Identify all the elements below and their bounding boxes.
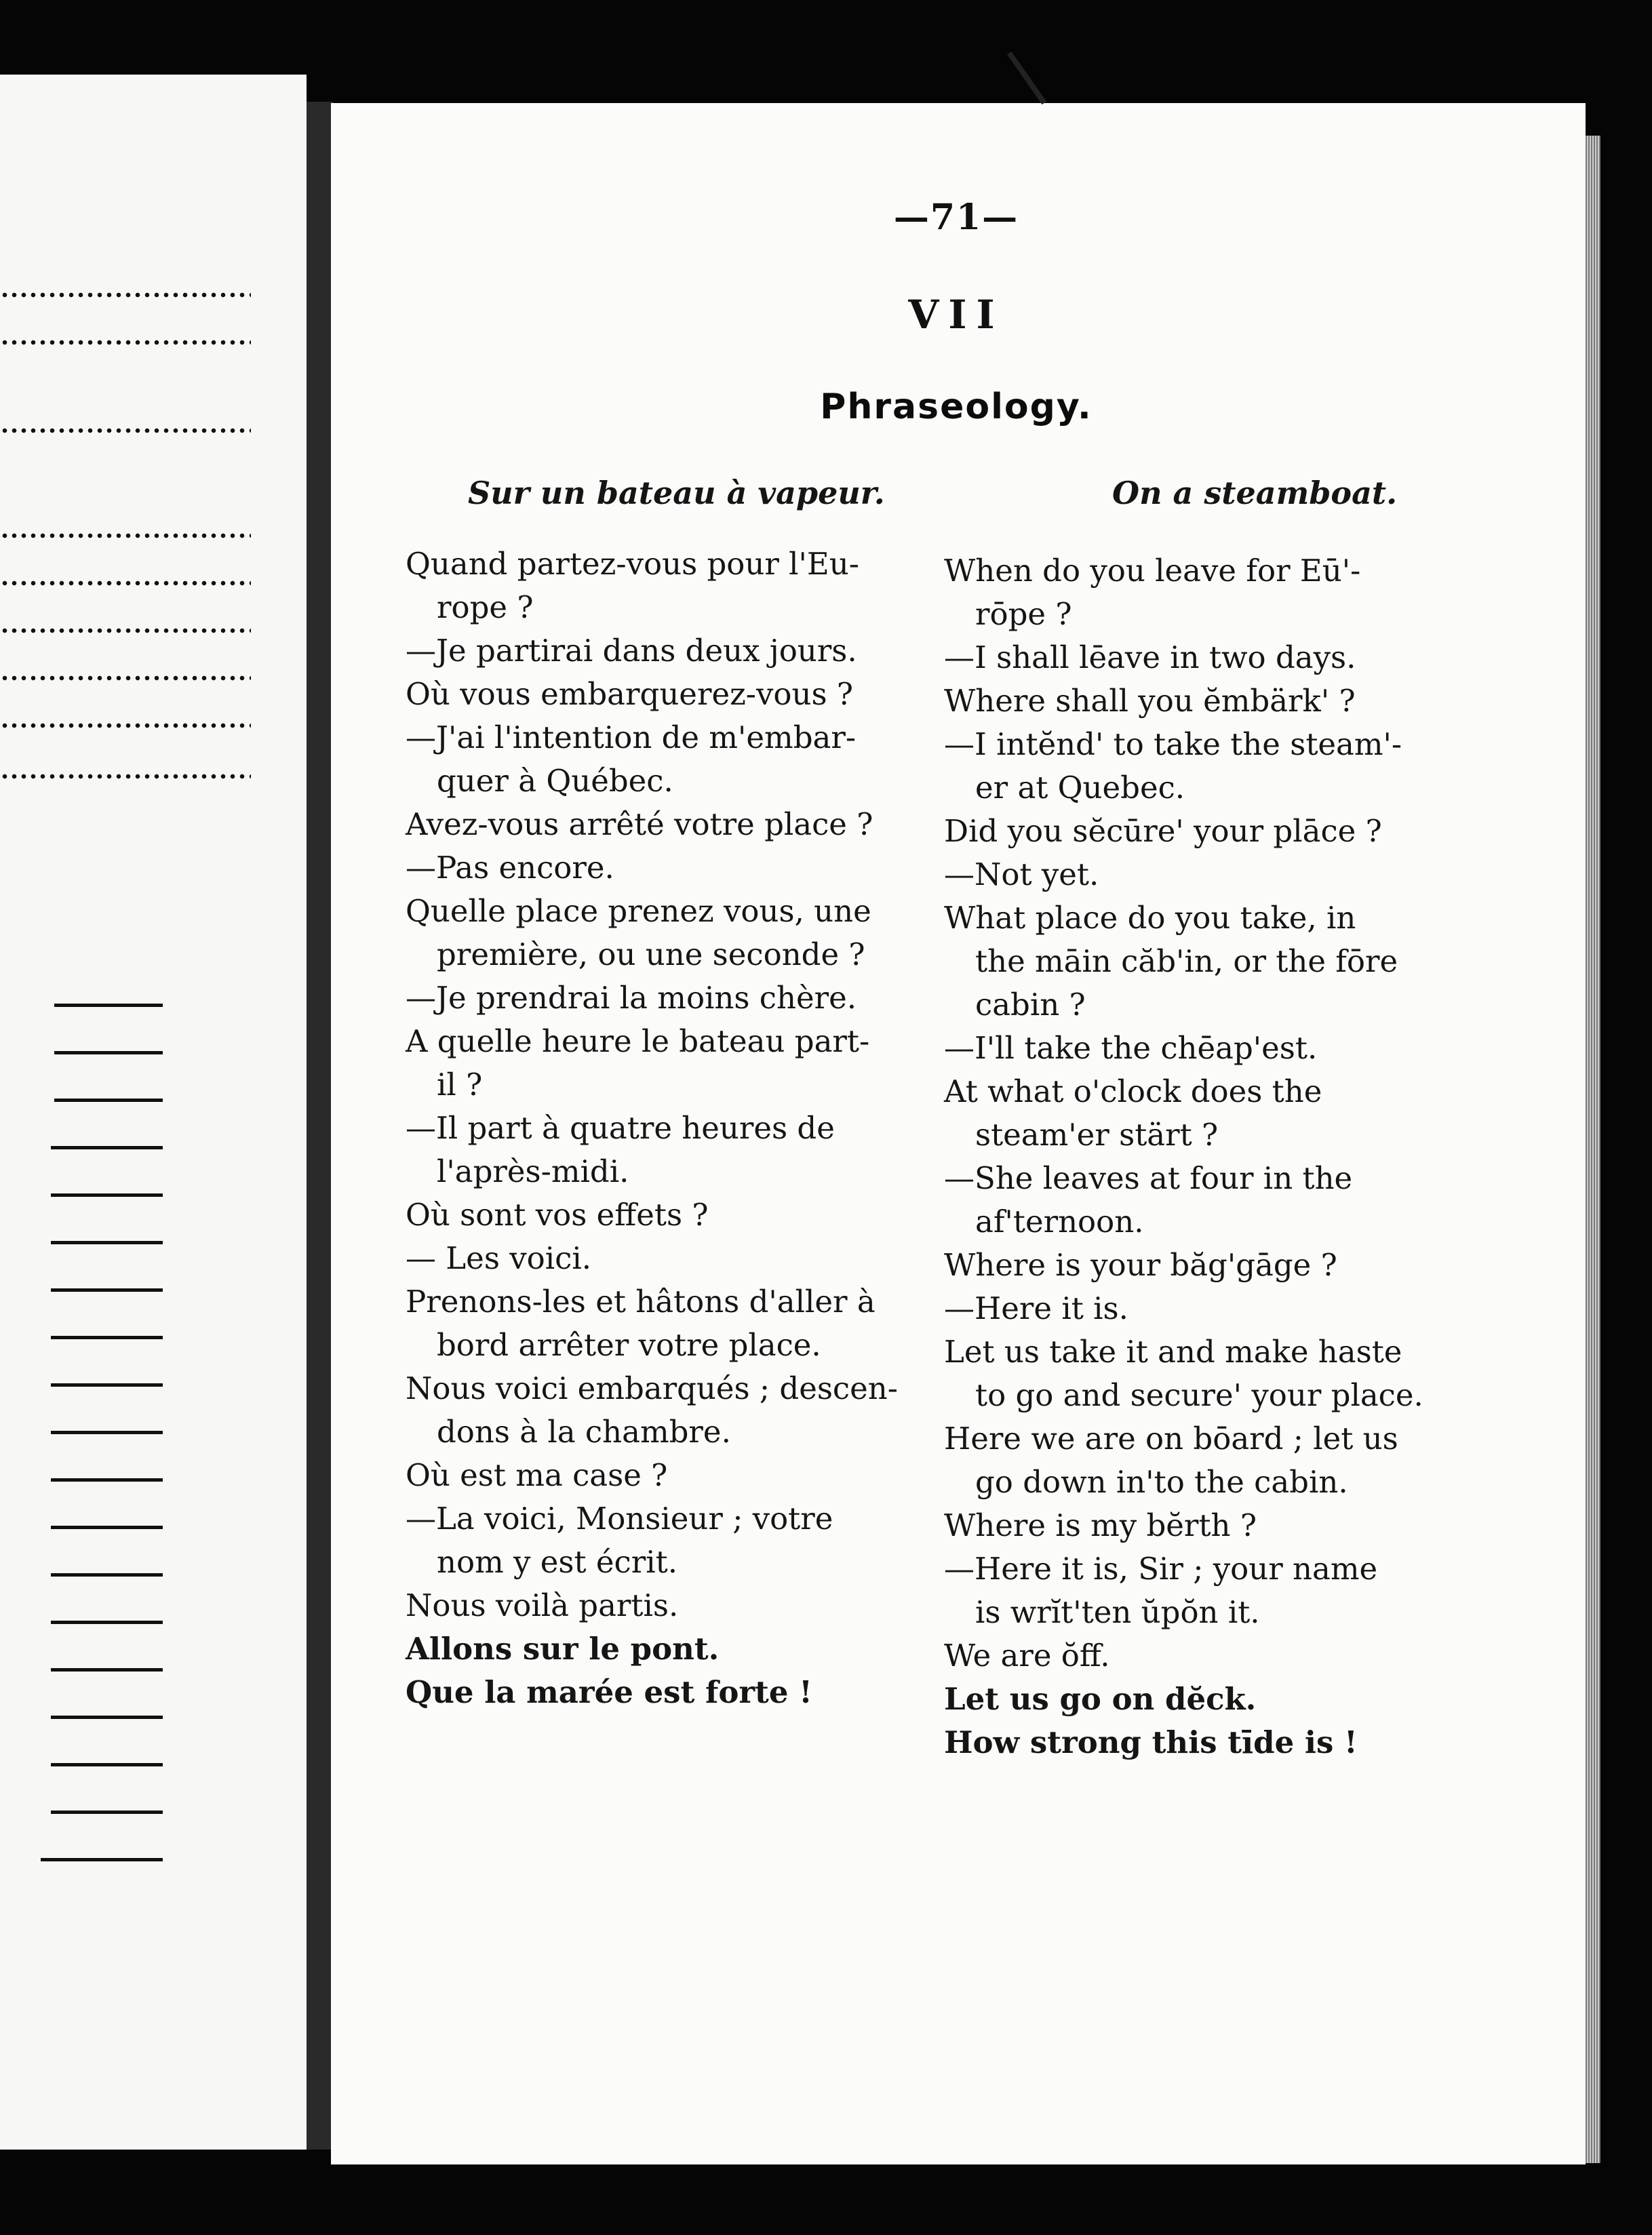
answer-line xyxy=(54,1099,163,1102)
english-phrase: At what o'clock does the steam'er stärt ? xyxy=(944,1073,1322,1153)
english-phrase: What place do you take, in the māin căb'in, or the fōre cabin ? xyxy=(944,900,1398,1023)
dotted-leader xyxy=(0,532,251,539)
french-phrase: Avez-vous arrêté votre place ? xyxy=(406,806,873,842)
answer-line xyxy=(51,1526,163,1529)
answer-line xyxy=(51,1383,163,1387)
answer-line xyxy=(54,1051,163,1054)
english-phrase: When do you leave for Eū'- rōpe ? xyxy=(944,553,1361,632)
dotted-leader xyxy=(0,722,251,729)
french-phrase: Nous voilà partis. xyxy=(406,1587,679,1623)
french-phrase: Que la marée est forte ! xyxy=(406,1674,812,1710)
french-phrase: —Pas encore. xyxy=(406,850,614,886)
french-phrase: Prenons-les et hâtons d'aller à bord arrêter votre place. xyxy=(406,1284,876,1363)
french-phrase: —J'ai l'intention de m'embar- quer à Québec. xyxy=(406,719,857,799)
answer-line xyxy=(51,1621,163,1624)
answer-line xyxy=(51,1241,163,1244)
french-phrase: Quelle place prenez vous, une première, ou une seconde ? xyxy=(406,893,871,972)
english-phrase: Did you sĕcūre' your plāce ? xyxy=(944,813,1382,849)
dotted-leader xyxy=(0,773,251,780)
french-phrase: Nous voici embarqués ; descen- dons à la chambre. xyxy=(406,1370,898,1450)
section-title: Phraseology. xyxy=(820,387,1093,427)
english-phrase: How strong this tīde is ! xyxy=(944,1724,1358,1760)
page-edge xyxy=(1586,136,1600,2163)
french-phrase: —La voici, Monsieur ; votre nom y est écrit. xyxy=(406,1501,833,1580)
french-phrase: —Il part à quatre heures de l'après-midi. xyxy=(406,1110,835,1189)
dotted-leader xyxy=(0,627,251,634)
chapter-number: VII xyxy=(908,292,1004,338)
facing-page xyxy=(0,75,307,2150)
dotted-leader xyxy=(0,292,251,298)
english-phrase: Where is your băg'gāge ? xyxy=(944,1247,1337,1283)
book-gutter xyxy=(307,102,334,2150)
french-phrase: Où est ma case ? xyxy=(406,1457,668,1493)
dotted-leader xyxy=(0,427,251,434)
answer-line xyxy=(54,1004,163,1007)
english-phrase: Let us go on dĕck. xyxy=(944,1681,1257,1717)
french-phrase: Quand partez-vous pour l'Eu- rope ? xyxy=(406,546,859,625)
french-phrase: Où vous embarquerez-vous ? xyxy=(406,676,854,712)
english-phrase: —Here it is. xyxy=(944,1290,1128,1326)
french-phrase: —Je prendrai la moins chère. xyxy=(406,980,857,1016)
french-column-heading: Sur un bateau à vapeur. xyxy=(468,475,885,511)
answer-line xyxy=(51,1716,163,1719)
english-phrase: —Here it is, Sir ; your name is wrĭt'ten ŭpŏn it. xyxy=(944,1551,1378,1630)
answer-line xyxy=(51,1288,163,1292)
english-phrase: We are ŏff. xyxy=(944,1638,1110,1674)
answer-line xyxy=(41,1858,163,1861)
english-phrase: —Not yet. xyxy=(944,856,1099,892)
page-number: —71— xyxy=(893,197,1019,238)
french-phrase: —Je partirai dans deux jours. xyxy=(406,633,857,669)
english-phrase: Where shall you ĕmbärk' ? xyxy=(944,683,1356,719)
english-phrase: Let us take it and make haste to go and secure' your place. xyxy=(944,1334,1423,1413)
answer-line xyxy=(51,1668,163,1672)
answer-line xyxy=(51,1763,163,1766)
dotted-leader xyxy=(0,339,251,346)
english-phrase: —I intĕnd' to take the steam'- er at Quebec. xyxy=(944,726,1402,806)
english-column-heading: On a steamboat. xyxy=(1112,475,1398,511)
english-phrase: Here we are on bōard ; let us go down in'to the cabin. xyxy=(944,1421,1398,1500)
english-phrase: Where is my bĕrth ? xyxy=(944,1507,1257,1543)
answer-line xyxy=(51,1431,163,1434)
english-column xyxy=(944,549,1459,1764)
french-column xyxy=(406,542,935,1714)
french-phrase: — Les voici. xyxy=(406,1240,592,1276)
answer-line xyxy=(51,1193,163,1197)
answer-line xyxy=(51,1811,163,1814)
answer-line xyxy=(51,1573,163,1577)
answer-line xyxy=(51,1146,163,1149)
english-phrase: —I shall lēave in two days. xyxy=(944,639,1356,675)
answer-line xyxy=(51,1478,163,1482)
answer-line xyxy=(51,1336,163,1339)
french-phrase: Allons sur le pont. xyxy=(406,1631,720,1667)
french-phrase: A quelle heure le bateau part- il ? xyxy=(406,1023,870,1103)
english-phrase: —She leaves at four in the af'ternoon. xyxy=(944,1160,1353,1240)
french-phrase: Où sont vos effets ? xyxy=(406,1197,709,1233)
ink-mark xyxy=(1007,52,1046,104)
dotted-leader xyxy=(0,675,251,681)
dotted-leader xyxy=(0,580,251,587)
english-phrase: —I'll take the chēap'est. xyxy=(944,1030,1318,1066)
